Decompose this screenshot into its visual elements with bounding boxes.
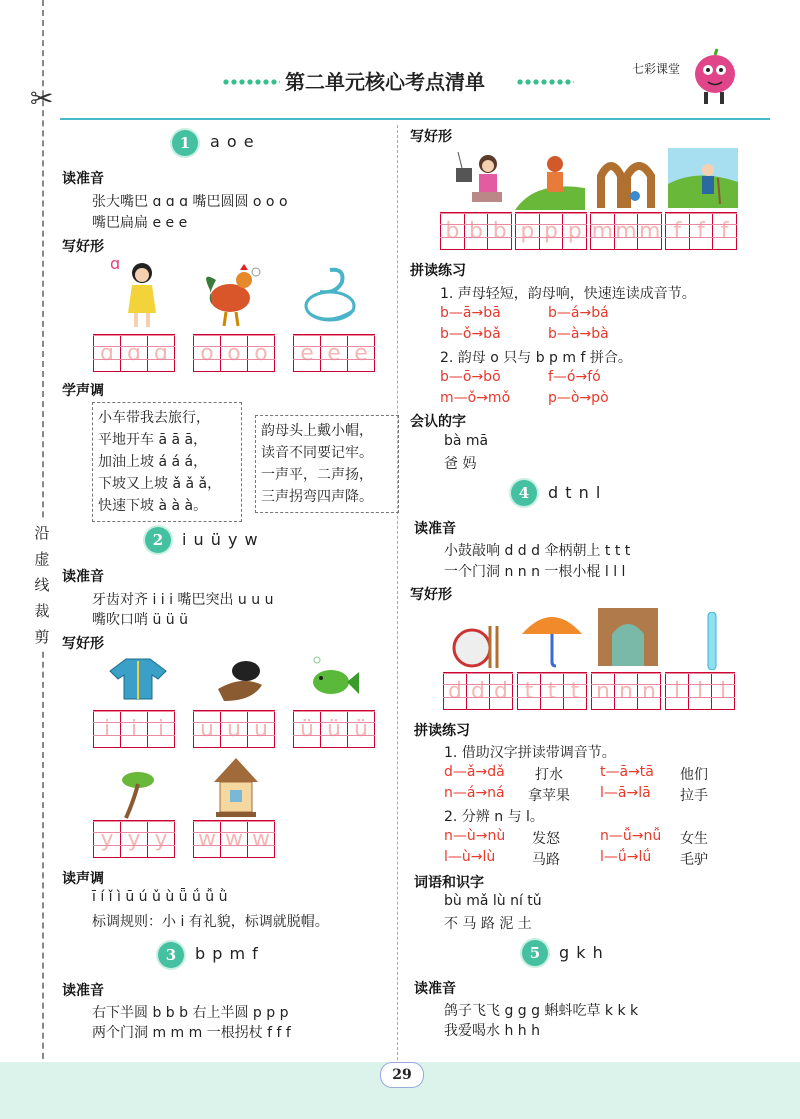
spell-word: 拿苹果 bbox=[528, 788, 570, 804]
section-number: 5 bbox=[522, 940, 548, 966]
spell-word: 马路 bbox=[532, 852, 560, 868]
radio-girl-illustration bbox=[452, 148, 504, 206]
spell-item: l—ù→lù bbox=[444, 849, 496, 865]
section-letters: a o e bbox=[210, 132, 255, 151]
spell-item: l—ā→lā bbox=[600, 785, 651, 801]
read-line: 我爱喝水 h h h bbox=[444, 1023, 540, 1039]
spell-item: b—á→bá bbox=[548, 305, 609, 321]
read-line: 牙齿对齐 i i i 嘴巴突出 u u u bbox=[92, 592, 274, 608]
know-pinyin: bà mā bbox=[444, 433, 489, 449]
scissors-icon: ✂ bbox=[30, 82, 54, 115]
read-line: 张大嘴巴 ɑ ɑ ɑ 嘴巴圆圆 o o o bbox=[92, 194, 288, 210]
read-label: 读准音 bbox=[414, 981, 456, 997]
fish-illustration bbox=[305, 652, 361, 704]
practice-label: 拼读练习 bbox=[414, 723, 470, 739]
writing-grid-t: t t t bbox=[517, 672, 587, 710]
writing-grid-e: e e e bbox=[293, 334, 375, 372]
doorway-illustration bbox=[598, 608, 658, 666]
spell-word: 他们 bbox=[680, 767, 708, 783]
practice-instruction: 2. 分辨 n 与 l。 bbox=[444, 809, 544, 825]
girl-illustration bbox=[110, 255, 170, 330]
section-letters: b p m f bbox=[195, 944, 259, 963]
page-title: 第二单元核心考点清单 bbox=[285, 70, 485, 94]
spell-word: 发怒 bbox=[532, 831, 560, 847]
spell-item: b—ǒ→bǎ bbox=[440, 326, 501, 342]
writing-grid-i: i i i bbox=[93, 710, 175, 748]
spell-item: b—à→bà bbox=[548, 326, 609, 342]
word-chars: 不 马 路 泥 土 bbox=[444, 916, 532, 932]
writing-grid-w: w w w bbox=[193, 820, 275, 858]
practice-instruction: 1. 借助汉字拼读带调音节。 bbox=[444, 745, 616, 761]
section-letters: d t n l bbox=[548, 483, 602, 502]
house-illustration bbox=[212, 756, 260, 818]
rooster-illustration bbox=[200, 260, 265, 328]
writing-grid-m: m m m bbox=[590, 212, 662, 250]
cut-instruction: 沿 虚 线 裁 剪 bbox=[30, 520, 54, 650]
clothes-illustration bbox=[108, 655, 168, 701]
read-label: 读准音 bbox=[62, 171, 104, 187]
spell-item: n—á→ná bbox=[444, 785, 505, 801]
spell-word: 毛驴 bbox=[680, 852, 708, 868]
spell-item: d—ǎ→dǎ bbox=[444, 764, 505, 780]
swan-illustration bbox=[300, 260, 360, 328]
writing-grid-f: f f f bbox=[665, 212, 737, 250]
section-number: 3 bbox=[158, 942, 184, 968]
hill-girl-illustration bbox=[515, 150, 585, 210]
practice-instruction: 2. 韵母 o 只与 b p m f 拼合。 bbox=[440, 350, 632, 366]
apple-mascot-icon bbox=[690, 48, 740, 106]
read-line: 右下半圆 b b b 右上半圆 p p p bbox=[92, 1005, 289, 1021]
section-number: 4 bbox=[511, 480, 537, 506]
decor-dots-left bbox=[222, 79, 280, 85]
column-divider bbox=[397, 125, 398, 1060]
writing-grid-u: u u u bbox=[193, 710, 275, 748]
section-number: 1 bbox=[172, 130, 198, 156]
write-label: 写好形 bbox=[62, 636, 104, 652]
page-number: 29 bbox=[380, 1062, 424, 1088]
writing-grid-y: y y y bbox=[93, 820, 175, 858]
umbrella-illustration bbox=[520, 604, 584, 668]
tone-poem-left: 小车带我去旅行， 平地开车 ā ā ā， 加油上坡 á á á， 下坡又上坡 ǎ ǎ ǎ， 快速下坡 à à à。 bbox=[92, 402, 242, 522]
old-man-illustration bbox=[668, 148, 738, 208]
header-rule bbox=[60, 118, 770, 120]
read-label: 读准音 bbox=[62, 983, 104, 999]
spell-item: n—ǚ→nǚ bbox=[600, 828, 662, 844]
spell-item: t—ā→tā bbox=[600, 764, 654, 780]
read-line: 嘴巴扁扁 e e e bbox=[92, 215, 188, 231]
decor-dots-right bbox=[516, 79, 574, 85]
writing-grid-d: d d d bbox=[443, 672, 513, 710]
word-pinyin: bù mǎ lù ní tǔ bbox=[444, 893, 542, 909]
read-line: 鸽子飞飞 g g g 蝌蚪吃草 k k k bbox=[444, 1003, 639, 1019]
writing-grid-p: p p p bbox=[515, 212, 587, 250]
read-line: 嘴吹口哨 ü ü ü bbox=[92, 612, 188, 628]
read-line: 一个门洞 n n n 一根小棍 l l l bbox=[444, 564, 626, 580]
arch-gate-illustration bbox=[595, 152, 659, 208]
tone-label: 读声调 bbox=[62, 871, 104, 887]
practice-label: 拼读练习 bbox=[410, 263, 466, 279]
know-chars: 爸 妈 bbox=[444, 456, 477, 472]
read-label: 读准音 bbox=[414, 521, 456, 537]
section-number: 2 bbox=[145, 527, 171, 553]
svg-text:ɑ: ɑ bbox=[110, 255, 121, 273]
tone-label: 学声调 bbox=[62, 383, 104, 399]
spell-word: 打水 bbox=[535, 767, 563, 783]
spell-item: f—ó→fó bbox=[548, 369, 601, 385]
spell-word: 拉手 bbox=[680, 788, 708, 804]
drum-illustration bbox=[452, 624, 502, 670]
writing-grid-o: o o o bbox=[193, 334, 275, 372]
stick-illustration bbox=[706, 612, 718, 670]
read-line: 小鼓敲响 d d d 伞柄朝上 t t t bbox=[444, 543, 631, 559]
brand-label: 七彩课堂 bbox=[632, 62, 681, 76]
writing-grid-n: n n n bbox=[591, 672, 661, 710]
word-label: 词语和识字 bbox=[414, 875, 484, 891]
tree-illustration bbox=[112, 770, 162, 820]
tone-poem-right: 韵母头上戴小帽， 读音不同要记牢。 一声平，二声扬， 三声拐弯四声降。 bbox=[255, 415, 399, 513]
spell-item: m—ǒ→mǒ bbox=[440, 390, 511, 406]
section-letters: g k h bbox=[559, 943, 604, 962]
writing-grid-a: ɑ ɑ ɑ bbox=[93, 334, 175, 372]
tone-rule: 标调规则：小 i 有礼貌，标调就脱帽。 bbox=[92, 914, 329, 930]
spell-item: n—ù→nù bbox=[444, 828, 506, 844]
writing-grid-b: b b b bbox=[440, 212, 512, 250]
spell-item: p—ò→pò bbox=[548, 390, 609, 406]
practice-instruction: 1. 声母轻短，韵母响，快速连读成音节。 bbox=[440, 286, 696, 302]
spell-item: b—ō→bō bbox=[440, 369, 501, 385]
write-label: 写好形 bbox=[410, 129, 452, 145]
write-label: 写好形 bbox=[62, 239, 104, 255]
crow-illustration bbox=[212, 655, 268, 707]
spell-item: l—ǘ→lǘ bbox=[600, 849, 652, 865]
spell-item: b—ā→bā bbox=[440, 305, 501, 321]
spell-word: 女生 bbox=[680, 831, 708, 847]
write-label: 写好形 bbox=[410, 587, 452, 603]
tone-line: ī í ǐ ì ū ú ǔ ù ǖ ǘ ǚ ǜ bbox=[92, 889, 228, 905]
read-label: 读准音 bbox=[62, 569, 104, 585]
writing-grid-l: l l l bbox=[665, 672, 735, 710]
know-label: 会认的字 bbox=[410, 414, 466, 430]
read-line: 两个门洞 m m m 一根拐杖 f f f bbox=[92, 1025, 291, 1041]
writing-grid-v: ü ü ü bbox=[293, 710, 375, 748]
section-letters: i u ü y w bbox=[182, 530, 259, 549]
